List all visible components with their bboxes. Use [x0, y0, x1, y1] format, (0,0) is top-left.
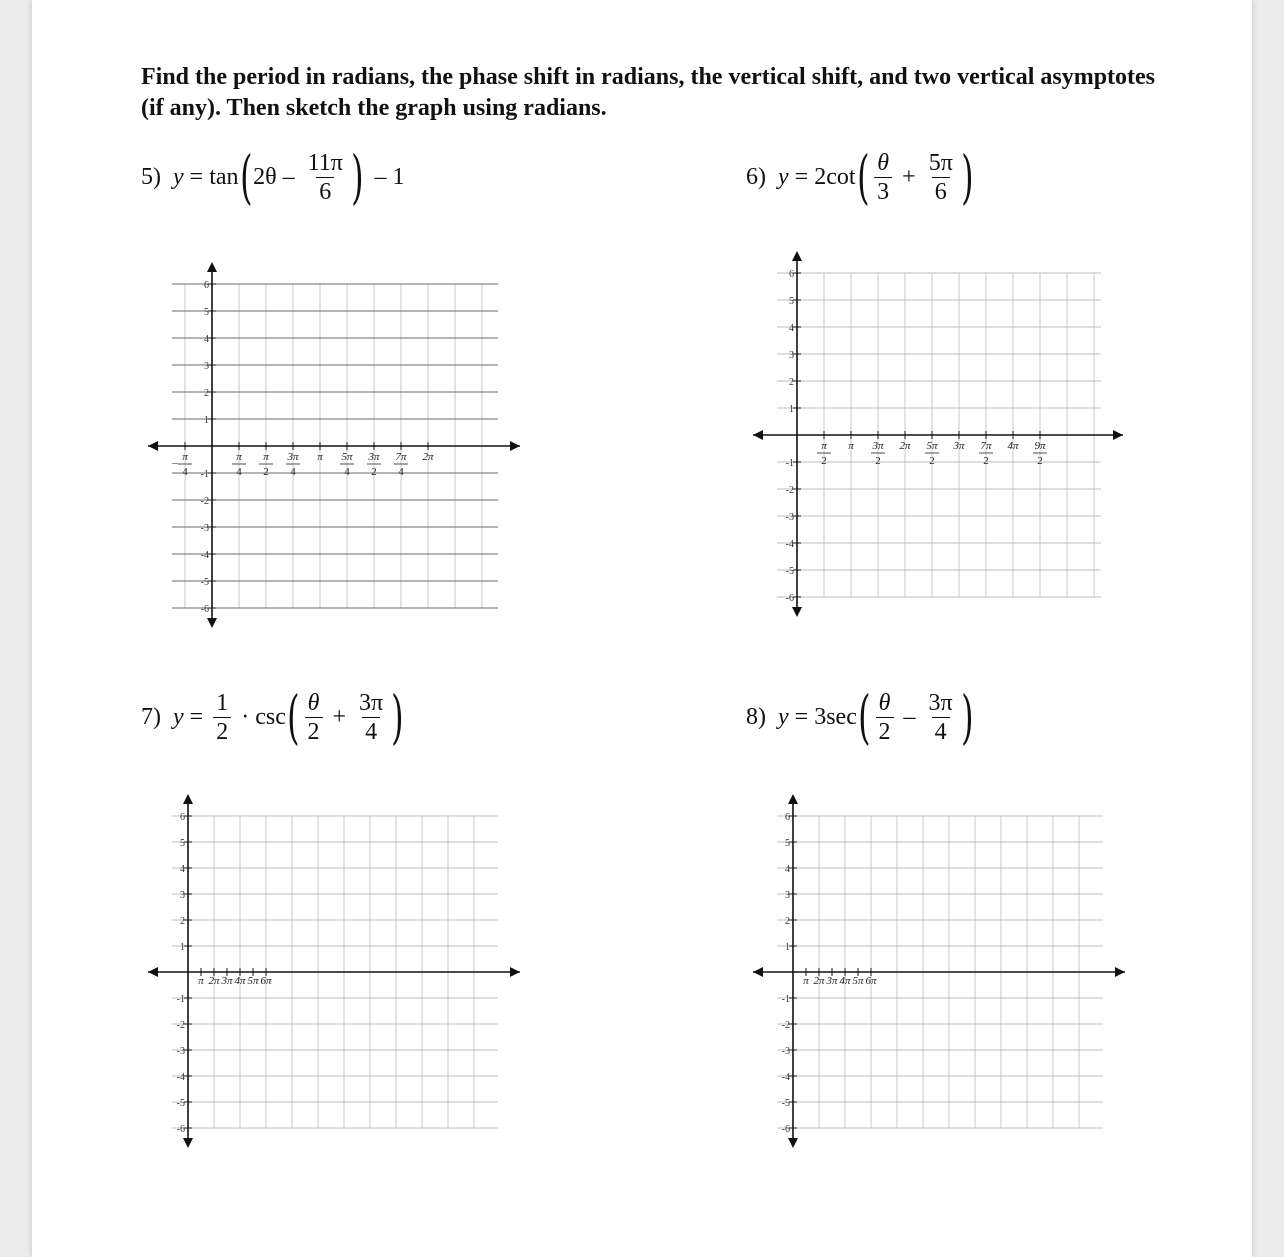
fraction-denominator: 2 [305, 717, 323, 744]
y-tick-label: 4 [785, 864, 790, 875]
var-y: y [778, 703, 789, 730]
x-tick-denominator: 2 [371, 466, 377, 478]
graph-5-grid[interactable] [140, 258, 530, 638]
y-tick-label: -2 [785, 485, 794, 496]
x-tick-denominator: 2 [929, 455, 935, 467]
x-tick-label [899, 440, 911, 452]
theta-fraction [874, 151, 892, 204]
y-tick-label: -2 [176, 1020, 185, 1031]
y-axis-down-arrow-icon [207, 618, 217, 628]
var-y: y [173, 163, 184, 190]
y-tick-label: 3 [789, 350, 794, 361]
fraction [356, 691, 386, 744]
x-tick-numerator: π [848, 440, 854, 452]
y-axis-up-arrow-icon [183, 794, 193, 804]
function-name: 3sec [814, 703, 857, 730]
x-tick-numerator: 5π [852, 975, 864, 987]
y-axis-down-arrow-icon [788, 1138, 798, 1148]
equals-sign: = [794, 703, 809, 730]
x-tick-denominator: 2 [263, 466, 269, 478]
x-tick-label [198, 975, 204, 987]
x-tick-denominator: 4 [290, 466, 296, 478]
y-tick-label: 3 [180, 890, 185, 901]
y-tick-labels [786, 269, 801, 604]
fraction-denominator: 6 [316, 177, 334, 204]
y-tick-label: 6 [180, 812, 185, 823]
axes [148, 794, 520, 1148]
y-tick-label: -4 [781, 1072, 790, 1083]
fraction-numerator: 3π [359, 689, 384, 716]
fraction-denominator: 6 [932, 177, 950, 204]
var-y: y [173, 703, 184, 730]
fraction [305, 151, 346, 204]
x-tick-label [813, 975, 825, 987]
var-y: y [778, 163, 789, 190]
y-tick-label: 4 [180, 864, 185, 875]
x-axis-right-arrow-icon [1113, 430, 1123, 440]
x-axis-left-arrow-icon [753, 967, 763, 977]
y-tick-label: 2 [204, 388, 209, 399]
y-tick-labels [177, 812, 192, 1135]
x-tick-label [825, 975, 838, 987]
x-tick-numerator: 5π [341, 451, 353, 463]
equals-sign: = [189, 163, 204, 190]
inner-term: 2θ [253, 163, 277, 190]
x-tick-numerator: 3π [953, 440, 965, 452]
x-tick-denominator: 2 [821, 455, 827, 467]
problem-7-equation [141, 683, 405, 751]
y-tick-label: 3 [785, 890, 790, 901]
vertical-shift: – 1 [374, 163, 405, 190]
y-tick-label: 5 [785, 838, 790, 849]
x-tick-numerator: 3π [287, 451, 299, 463]
theta-fraction [876, 691, 894, 744]
right-paren: ) [351, 143, 364, 211]
y-tick-label: -3 [200, 523, 209, 534]
x-tick-label [317, 451, 323, 463]
x-tick-label [208, 975, 220, 987]
y-tick-label: 5 [204, 307, 209, 318]
x-tick-label [247, 975, 259, 987]
y-tick-label: 3 [204, 361, 209, 372]
fraction [926, 151, 956, 204]
y-tick-label: -5 [785, 566, 794, 577]
x-tick-sign: – [172, 457, 178, 469]
y-tick-label: -5 [781, 1098, 790, 1109]
x-tick-numerator: 2π [208, 975, 220, 987]
x-tick-numerator: π [236, 451, 242, 463]
y-tick-label: -1 [176, 994, 185, 1005]
x-tick-label [852, 975, 864, 987]
problem-5-equation [141, 143, 405, 211]
x-tick-numerator: 4π [1007, 440, 1019, 452]
y-tick-label: 6 [785, 812, 790, 823]
operator: – [282, 163, 295, 190]
y-tick-label: -2 [781, 1020, 790, 1031]
y-tick-label: -2 [200, 496, 209, 507]
x-axis-left-arrow-icon [753, 430, 763, 440]
y-tick-label: -3 [176, 1046, 185, 1057]
x-tick-label [220, 975, 233, 987]
fraction-numerator: 3π [928, 689, 953, 716]
y-axis-up-arrow-icon [207, 262, 217, 272]
x-tick-numerator: 3π [221, 975, 233, 987]
x-tick-denominator: 4 [236, 466, 242, 478]
x-tick-numerator: 7π [395, 451, 407, 463]
y-tick-label: 2 [180, 916, 185, 927]
function-name: tan [209, 163, 239, 190]
x-tick-label [952, 440, 965, 452]
graph-8-grid[interactable] [745, 780, 1135, 1160]
x-tick-denominator: 4 [344, 466, 350, 478]
y-axis-down-arrow-icon [792, 607, 802, 617]
x-axis-right-arrow-icon [510, 967, 520, 977]
x-tick-numerator: π [317, 451, 323, 463]
x-tick-denominator: 2 [983, 455, 989, 467]
x-tick-numerator: π [263, 451, 269, 463]
x-tick-numerator: 6π [260, 975, 272, 987]
x-tick-label [1007, 440, 1019, 452]
fraction-numerator: 5π [928, 149, 953, 176]
x-tick-numerator: 2π [813, 975, 825, 987]
y-tick-label: -3 [781, 1046, 790, 1057]
left-paren: ( [239, 143, 253, 211]
theta-fraction [305, 691, 323, 744]
y-tick-label: -4 [200, 550, 209, 561]
x-tick-label [171, 451, 192, 478]
x-tick-numerator: 4π [839, 975, 851, 987]
y-tick-label: -5 [176, 1098, 185, 1109]
x-tick-numerator: 2π [422, 451, 434, 463]
y-tick-label: 2 [789, 377, 794, 388]
y-axis-up-arrow-icon [788, 794, 798, 804]
instructions-text: Find the period in radians, the phase shift in radians, the vertical shift, and two vertical asymptotes (if any). Then sketch the graph using radians. [141, 64, 1156, 121]
x-tick-numerator: π [821, 440, 827, 452]
fraction-denominator: 4 [932, 717, 950, 744]
x-tick-numerator: 3π [826, 975, 838, 987]
y-tick-label: -4 [785, 539, 794, 550]
y-tick-label: 6 [204, 280, 209, 291]
x-tick-denominator: 4 [182, 466, 188, 478]
right-paren: ) [960, 683, 974, 751]
y-tick-label: 4 [789, 323, 794, 334]
x-tick-numerator: 2π [899, 440, 911, 452]
y-tick-label: 1 [204, 415, 209, 426]
right-paren: ) [391, 683, 404, 751]
y-tick-label: -5 [200, 577, 209, 588]
y-tick-label: -1 [785, 458, 794, 469]
x-tick-label [260, 975, 272, 987]
x-axis-right-arrow-icon [510, 441, 520, 451]
x-tick-denominator: 4 [398, 466, 404, 478]
problem-8-equation [746, 683, 974, 751]
fraction-numerator: 11π [307, 149, 343, 176]
x-tick-label [848, 440, 854, 452]
x-tick-denominator: 2 [1037, 455, 1043, 467]
y-tick-label: -4 [176, 1072, 185, 1083]
y-axis-up-arrow-icon [792, 251, 802, 261]
x-tick-denominator: 2 [875, 455, 881, 467]
left-paren: ( [857, 683, 871, 751]
y-tick-label: -1 [200, 469, 209, 480]
y-tick-label: 6 [789, 269, 794, 280]
graph-7-grid[interactable] [140, 780, 530, 1160]
axes [753, 794, 1125, 1148]
fraction-numerator: θ [307, 689, 320, 716]
x-tick-numerator: 7π [980, 440, 992, 452]
x-axis-left-arrow-icon [148, 967, 158, 977]
y-tick-label: 1 [785, 942, 790, 953]
y-axis-down-arrow-icon [183, 1138, 193, 1148]
y-tick-label: -1 [781, 994, 790, 1005]
x-tick-label [865, 975, 877, 987]
problem-6-equation [746, 143, 974, 211]
right-paren: ) [960, 143, 974, 211]
x-tick-numerator: 5π [247, 975, 259, 987]
fraction-denominator: 3 [874, 177, 892, 204]
x-tick-numerator: 3π [368, 451, 380, 463]
operator: + [332, 703, 347, 730]
x-tick-numerator: 5π [926, 440, 938, 452]
x-tick-numerator: 6π [865, 975, 877, 987]
problem-number: 5) [141, 163, 161, 190]
graph-6-grid[interactable] [745, 245, 1135, 625]
fraction-denominator: 4 [362, 717, 380, 744]
problem-number: 8) [746, 703, 766, 730]
fraction-numerator: θ [878, 689, 891, 716]
x-tick-labels [198, 968, 272, 987]
x-tick-label [422, 451, 434, 463]
y-tick-label: -6 [781, 1124, 790, 1135]
x-tick-labels [803, 968, 877, 987]
y-tick-labels [201, 280, 216, 615]
y-tick-label: -6 [176, 1124, 185, 1135]
left-paren: ( [856, 143, 870, 211]
y-tick-label: -6 [785, 593, 794, 604]
x-tick-numerator: π [182, 451, 188, 463]
x-tick-label [803, 975, 809, 987]
x-tick-label [234, 975, 246, 987]
problem-number: 6) [746, 163, 766, 190]
y-tick-label: 5 [180, 838, 185, 849]
problem-number: 7) [141, 703, 161, 730]
equals-sign: = [189, 703, 204, 730]
fraction-numerator: θ [877, 149, 890, 176]
fraction [926, 691, 956, 744]
x-axis-right-arrow-icon [1115, 967, 1125, 977]
left-paren: ( [286, 683, 300, 751]
y-tick-label: -6 [200, 604, 209, 615]
y-tick-label: 2 [785, 916, 790, 927]
coefficient-fraction [213, 691, 231, 744]
fraction-denominator: 2 [213, 717, 231, 744]
y-tick-label: 4 [204, 334, 209, 345]
function-name: 2cot [814, 163, 856, 190]
fraction-numerator: 1 [216, 689, 229, 716]
operator: + [902, 163, 916, 190]
x-tick-numerator: 3π [872, 440, 884, 452]
operator: – [903, 703, 916, 730]
y-tick-labels [782, 812, 797, 1135]
x-tick-label [839, 975, 851, 987]
multiplication-dot: · [241, 703, 250, 730]
x-tick-numerator: π [198, 975, 204, 987]
y-tick-label: 1 [180, 942, 185, 953]
function-name: csc [255, 703, 286, 730]
y-tick-label: 5 [789, 296, 794, 307]
x-tick-numerator: 4π [234, 975, 246, 987]
y-tick-label: 1 [789, 404, 794, 415]
equals-sign: = [794, 163, 809, 190]
x-tick-numerator: π [803, 975, 809, 987]
x-tick-numerator: 9π [1034, 440, 1046, 452]
fraction-denominator: 2 [876, 717, 894, 744]
y-tick-label: -3 [785, 512, 794, 523]
x-axis-left-arrow-icon [148, 441, 158, 451]
